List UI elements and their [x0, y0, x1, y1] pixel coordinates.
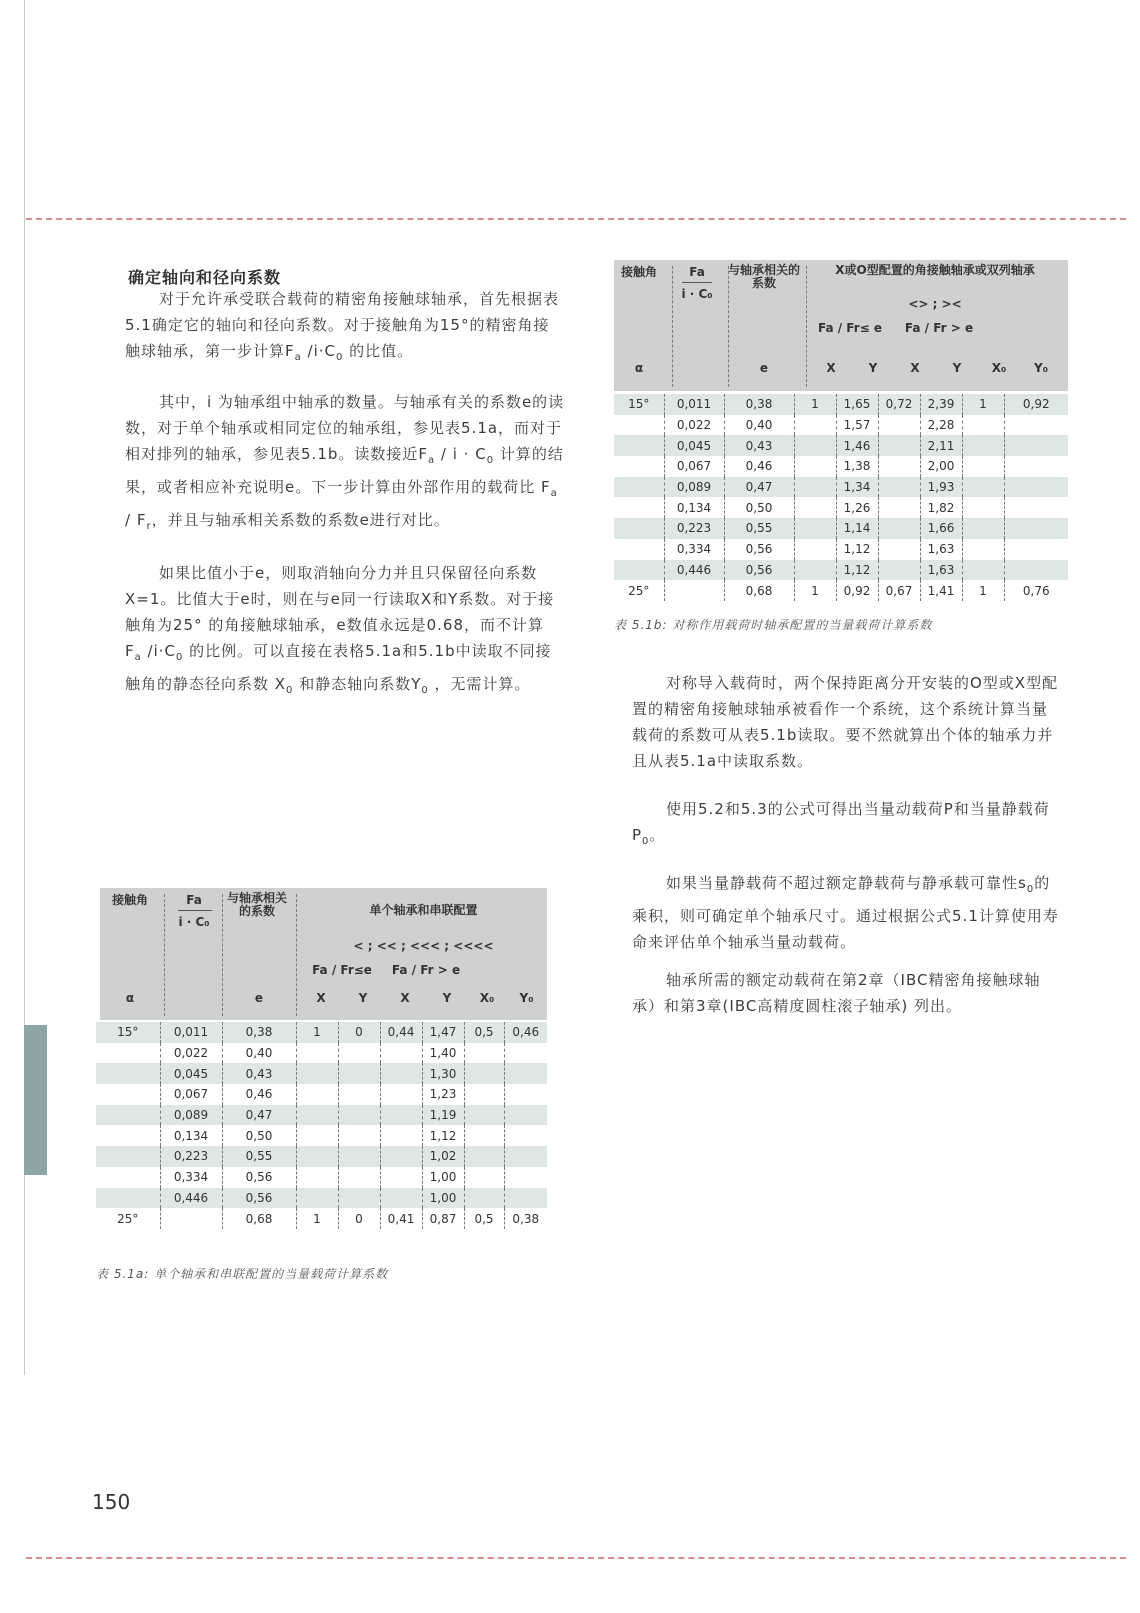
table-cell — [338, 1063, 380, 1084]
table-cell — [380, 1084, 422, 1105]
table-row — [96, 1188, 547, 1209]
table-cell — [614, 518, 664, 539]
table-cell — [338, 1167, 380, 1188]
table-cell — [962, 497, 1004, 518]
table-row — [614, 580, 1068, 601]
table-cell — [296, 1125, 338, 1146]
table-cell: 0,38 — [504, 1208, 547, 1229]
table-cell: 1,41 — [920, 580, 962, 601]
table-cell: 0,55 — [222, 1146, 296, 1167]
table-row — [96, 1105, 547, 1126]
table-cell — [1004, 456, 1068, 477]
table-cell: 1,93 — [920, 477, 962, 498]
table-cell: 0,022 — [160, 1043, 222, 1064]
table-b-sub-y: Y — [868, 361, 878, 375]
table-cell: 0,56 — [724, 560, 794, 581]
table-cell — [380, 1105, 422, 1126]
table-b-header-frac-top: Fa — [689, 265, 705, 279]
table-cell: 0,5 — [464, 1208, 504, 1229]
table-cell: 2,28 — [920, 415, 962, 436]
table-cell: 1,00 — [422, 1167, 464, 1188]
table-cell — [504, 1146, 547, 1167]
table-a-header-contact-angle: 接触角 — [111, 893, 148, 907]
table-cell: 25° — [117, 1211, 139, 1226]
paragraph-3: 如果比值小于e，则取消轴向分力并且只保留径向系数X=1。比值大于e时，则在与e同一行读取X和Y系数。对于接触角为25° 的角接触球轴承，e数值永远是0.68，而不计算 $F_a$ $/i\cdot C_0$ 的比例。可以直接在表格5.1a和5.1b中读取不同接触角的静态径向系数 $X_0$ 和静态轴向系数$Y_0$ ，无需计算。 — [125, 564, 555, 696]
table-row — [614, 415, 1068, 436]
table-cell — [664, 580, 724, 601]
table-a-caption: 表 5.1a: 单个轴承和串联配置的当量载荷计算系数 — [96, 1267, 389, 1281]
table-cell — [794, 560, 836, 581]
table-cell: 1,30 — [422, 1063, 464, 1084]
table-row — [96, 1063, 547, 1084]
table-a-header-cond2: Fa / Fr > e — [391, 963, 461, 977]
table-cell — [380, 1043, 422, 1064]
table-cell — [1004, 415, 1068, 436]
table-b-caption: 表 5.1b: 对称作用载荷时轴承配置的当量载荷计算系数 — [614, 618, 933, 632]
table-cell — [296, 1167, 338, 1188]
chapter-side-tab — [24, 1025, 47, 1175]
table-cell — [878, 518, 920, 539]
table-row — [96, 1084, 547, 1105]
table-cell — [338, 1105, 380, 1126]
table-a-header-frac-bottom: i · C₀ — [178, 915, 210, 929]
table-cell: 1,12 — [836, 539, 878, 560]
table-a-header-symbols: < ; << ; <<< ; <<<< — [353, 939, 494, 953]
table-cell: 0,40 — [222, 1043, 296, 1064]
table-cell — [338, 1146, 380, 1167]
table-cell — [96, 1125, 160, 1146]
table-cell: 0,47 — [724, 477, 794, 498]
table-b-fraction-bar — [682, 282, 712, 283]
table-cell — [296, 1105, 338, 1126]
table-cell — [160, 1208, 222, 1229]
table-row — [614, 560, 1068, 581]
table-b-sub-alpha: α — [634, 361, 644, 375]
table-b-sub-y2: Y — [952, 361, 962, 375]
table-row — [614, 497, 1068, 518]
table-cell: 2,39 — [920, 394, 962, 415]
table-cell — [794, 477, 836, 498]
table-b-sub-x: X — [826, 361, 836, 375]
table-cell — [878, 497, 920, 518]
table-cell: 0,334 — [160, 1167, 222, 1188]
table-b-header-symbols: <> ; >< — [908, 297, 962, 311]
table-cell: 15° — [614, 394, 664, 415]
table-cell: 0,68 — [724, 580, 794, 601]
table-cell — [338, 1084, 380, 1105]
table-cell — [338, 1125, 380, 1146]
paragraph-right-3: 如果当量静载荷不超过额定静载荷与静承载可靠性$s_0$的乘积，则可确定单个轴承尺寸。通过根据公式5.1计算使用寿命来评估单个轴承当量动载荷。 — [632, 874, 1059, 951]
table-a-sub-x2: X — [400, 991, 410, 1005]
table-cell — [614, 560, 664, 581]
table-cell — [614, 456, 664, 477]
table-cell: 0,41 — [380, 1208, 422, 1229]
table-cell: 1,57 — [836, 415, 878, 436]
table-cell: 0,72 — [878, 394, 920, 415]
table-row — [96, 1146, 547, 1167]
paragraph-right-2: 使用5.2和5.3的公式可得出当量动载荷P和当量静载荷$P_0$。 — [632, 800, 1050, 847]
table-cell — [614, 497, 664, 518]
table-row — [96, 1022, 547, 1043]
table-b-header-group: X或O型配置的角接触轴承或双列轴承 — [835, 263, 1035, 277]
table-cell: 0,134 — [160, 1125, 222, 1146]
table-cell — [464, 1167, 504, 1188]
table-cell: 25° — [628, 583, 650, 598]
table-cell: 0,134 — [664, 497, 724, 518]
table-b-sub-x0: X₀ — [991, 361, 1007, 375]
table-cell — [338, 1043, 380, 1064]
table-cell — [1004, 560, 1068, 581]
table-a-sub-x: X — [316, 991, 326, 1005]
table-cell — [504, 1188, 547, 1209]
table-a-sub-y: Y — [358, 991, 368, 1005]
table-b-header-cond1: Fa / Fr≤ e — [817, 321, 883, 335]
table-cell: 0,223 — [664, 518, 724, 539]
table-cell — [464, 1043, 504, 1064]
table-cell — [962, 477, 1004, 498]
table-cell — [96, 1063, 160, 1084]
table-row — [96, 1167, 547, 1188]
table-a-sub-y2: Y — [442, 991, 452, 1005]
table-cell — [504, 1084, 547, 1105]
table-cell: 1 — [296, 1208, 338, 1229]
table-cell — [380, 1188, 422, 1209]
table-b-sub-x2: X — [910, 361, 920, 375]
table-cell — [380, 1146, 422, 1167]
table-cell — [296, 1043, 338, 1064]
top-dashed-rule — [26, 218, 1126, 220]
table-a-header-group: 单个轴承和串联配置 — [369, 903, 478, 917]
table-cell — [464, 1105, 504, 1126]
table-cell: 15° — [96, 1022, 160, 1043]
table-cell: 1,19 — [422, 1105, 464, 1126]
table-cell: 1 — [794, 580, 836, 601]
table-b-sub-e: e — [759, 361, 769, 375]
table-cell — [878, 415, 920, 436]
table-cell — [464, 1063, 504, 1084]
table-a-fraction-bar — [178, 910, 212, 911]
table-cell — [464, 1125, 504, 1146]
table-cell: 0,46 — [504, 1022, 547, 1043]
table-cell: 0,089 — [664, 477, 724, 498]
page-number: 150 — [92, 1490, 131, 1514]
table-b-header-frac-bottom: i · C₀ — [681, 287, 713, 301]
table-cell: 0,38 — [222, 1022, 296, 1043]
table-a-sub-e: e — [254, 991, 264, 1005]
table-cell — [1004, 497, 1068, 518]
table-cell — [1004, 518, 1068, 539]
table-cell — [380, 1063, 422, 1084]
table-cell — [794, 415, 836, 436]
table-cell: 0,43 — [724, 435, 794, 456]
table-cell — [504, 1105, 547, 1126]
table-cell: 0,44 — [380, 1022, 422, 1043]
table-cell: 1,46 — [836, 435, 878, 456]
table-cell: 1,82 — [920, 497, 962, 518]
table-cell: 1 — [962, 580, 1004, 601]
table-cell: 1,26 — [836, 497, 878, 518]
table-cell: 1,66 — [920, 518, 962, 539]
table-cell — [962, 560, 1004, 581]
table-cell — [794, 497, 836, 518]
table-cell: 2,00 — [920, 456, 962, 477]
table-cell — [504, 1125, 547, 1146]
table-cell — [878, 456, 920, 477]
table-cell: 0,5 — [464, 1022, 504, 1043]
table-cell: 0,067 — [160, 1084, 222, 1105]
table-cell — [464, 1188, 504, 1209]
table-cell — [1004, 435, 1068, 456]
table-cell — [878, 435, 920, 456]
table-cell — [464, 1146, 504, 1167]
table-cell: 1,65 — [836, 394, 878, 415]
table-cell: 0,92 — [1004, 394, 1068, 415]
table-cell — [296, 1084, 338, 1105]
table-cell: 1 — [962, 394, 1004, 415]
table-cell: 1 — [296, 1022, 338, 1043]
table-row — [614, 518, 1068, 539]
table-cell — [380, 1167, 422, 1188]
table-cell — [794, 539, 836, 560]
table-row — [614, 435, 1068, 456]
table-cell: 0,46 — [222, 1084, 296, 1105]
table-cell: 0,47 — [222, 1105, 296, 1126]
table-cell: 1,12 — [836, 560, 878, 581]
table-cell: 1,34 — [836, 477, 878, 498]
table-a-body — [96, 1022, 547, 1229]
table-cell — [96, 1146, 160, 1167]
table-cell — [962, 539, 1004, 560]
table-cell: 0,38 — [724, 394, 794, 415]
table-b-sub-y0: Y₀ — [1034, 361, 1048, 375]
table-a-header-frac-top: Fa — [186, 893, 202, 907]
table-a-header-cond1: Fa / Fr≤e — [312, 963, 372, 977]
table-cell: 0,46 — [724, 456, 794, 477]
table-cell: 1,00 — [422, 1188, 464, 1209]
table-a-sub-x0: X₀ — [479, 991, 495, 1005]
table-cell: 0 — [338, 1208, 380, 1229]
table-cell: 0,50 — [222, 1125, 296, 1146]
table-cell — [614, 415, 664, 436]
paragraph-right-4: 轴承所需的额定动载荷在第2章（IBC精密角接触球轴承）和第3章(IBC高精度圆柱滚子轴承) 列出。 — [632, 971, 1041, 1015]
table-cell — [504, 1063, 547, 1084]
table-cell: 0,045 — [160, 1063, 222, 1084]
table-cell: 1,12 — [422, 1125, 464, 1146]
table-cell — [96, 1167, 160, 1188]
table-cell — [96, 1105, 160, 1126]
table-b-header-contact-angle: 接触角 — [620, 265, 657, 279]
table-cell: 1,63 — [920, 560, 962, 581]
table-cell: 0,67 — [878, 580, 920, 601]
table-b-header-cond2: Fa / Fr > e — [904, 321, 974, 335]
table-a-sub-alpha: α — [125, 991, 135, 1005]
table-b-body — [614, 394, 1068, 601]
table-b-header-bearing-coef: 与轴承相关的系数 — [728, 263, 801, 290]
table-cell: 0,92 — [836, 580, 878, 601]
table-a-header-bearing-coef: 与轴承相关的系数 — [226, 891, 287, 918]
table-cell: 0,011 — [160, 1022, 222, 1043]
table-cell — [878, 477, 920, 498]
table-cell — [878, 560, 920, 581]
table-cell — [96, 1188, 160, 1209]
table-cell — [1004, 477, 1068, 498]
paragraph-right-1: 对称导入载荷时，两个保持距离分开安装的O型或X型配置的精密角接触球轴承被看作一个系统，这个系统计算当量载荷的系数可从表5.1b读取。要不然就算出个体的轴承力并且从表5.1a中读取系数。 — [632, 674, 1059, 770]
table-cell: 0,55 — [724, 518, 794, 539]
table-cell: 0,87 — [422, 1208, 464, 1229]
table-cell: 0,089 — [160, 1105, 222, 1126]
table-cell — [380, 1125, 422, 1146]
table-row — [614, 394, 1068, 415]
table-cell — [504, 1167, 547, 1188]
table-cell — [96, 1084, 160, 1105]
table-cell: 0,50 — [724, 497, 794, 518]
table-cell: 0,045 — [664, 435, 724, 456]
table-cell — [794, 456, 836, 477]
table-cell: 0,76 — [1004, 580, 1068, 601]
table-cell: 0,56 — [222, 1188, 296, 1209]
table-cell — [794, 435, 836, 456]
table-cell: 1,14 — [836, 518, 878, 539]
table-cell — [296, 1063, 338, 1084]
table-cell — [794, 518, 836, 539]
table-cell — [962, 415, 1004, 436]
section-title: 确定轴向和径向系数 — [128, 268, 282, 287]
table-cell: 1 — [794, 394, 836, 415]
table-row — [614, 456, 1068, 477]
table-cell: 0,68 — [222, 1208, 296, 1229]
table-cell — [962, 435, 1004, 456]
table-cell — [464, 1084, 504, 1105]
paragraph-2: 其中，i 为轴承组中轴承的数量。与轴承有关的系数e的读数，对于单个轴承或相同定位的轴承组，参见表5.1a，而对于相对排列的轴承，参见表5.1b。读数接近$F_a / i \cdot C_0$ 计算的结果，或者相应补充说明e。下一步计算由外部作用的载荷比 $F_a / F_r$，并且与轴承相关系数的系数e进行对比。 — [125, 393, 565, 532]
table-cell — [614, 435, 664, 456]
table-cell: 1,02 — [422, 1146, 464, 1167]
table-cell: 0,40 — [724, 415, 794, 436]
table-cell — [1004, 539, 1068, 560]
table-cell — [96, 1043, 160, 1064]
table-cell — [338, 1188, 380, 1209]
table-cell: 0,446 — [160, 1188, 222, 1209]
table-a-sub-y0: Y₀ — [519, 991, 534, 1005]
table-b-header — [614, 260, 1068, 391]
bottom-dashed-rule — [26, 1557, 1126, 1559]
table-cell: 0,446 — [664, 560, 724, 581]
table-cell — [962, 456, 1004, 477]
table-cell: 1,63 — [920, 539, 962, 560]
table-cell — [504, 1043, 547, 1064]
table-cell: 0,56 — [222, 1167, 296, 1188]
table-cell — [614, 477, 664, 498]
table-row — [96, 1208, 547, 1229]
table-cell — [878, 539, 920, 560]
table-cell: 0 — [338, 1022, 380, 1043]
table-cell: 1,40 — [422, 1043, 464, 1064]
table-cell — [962, 518, 1004, 539]
table-row — [614, 477, 1068, 498]
paragraph-1: 对于允许承受联合载荷的精密角接触球轴承，首先根据表5.1确定它的轴向和径向系数。对于接触角为15°的精密角接触球轴承，第一步计算$F_a$ $/i\cdot C_0$ 的比值。 — [125, 290, 560, 363]
table-cell: 0,011 — [664, 394, 724, 415]
table-cell: 0,43 — [222, 1063, 296, 1084]
table-row — [96, 1125, 547, 1146]
table-cell: 1,23 — [422, 1084, 464, 1105]
table-cell: 1,38 — [836, 456, 878, 477]
table-cell: 1,47 — [422, 1022, 464, 1043]
table-row — [614, 539, 1068, 560]
table-cell: 0,067 — [664, 456, 724, 477]
table-cell — [296, 1188, 338, 1209]
table-cell — [296, 1146, 338, 1167]
table-cell: 0,223 — [160, 1146, 222, 1167]
table-cell: 2,11 — [920, 435, 962, 456]
table-cell: 0,022 — [664, 415, 724, 436]
table-cell — [614, 539, 664, 560]
table-cell: 0,334 — [664, 539, 724, 560]
table-cell: 0,56 — [724, 539, 794, 560]
table-row — [96, 1043, 547, 1064]
table-a-header — [100, 888, 547, 1020]
